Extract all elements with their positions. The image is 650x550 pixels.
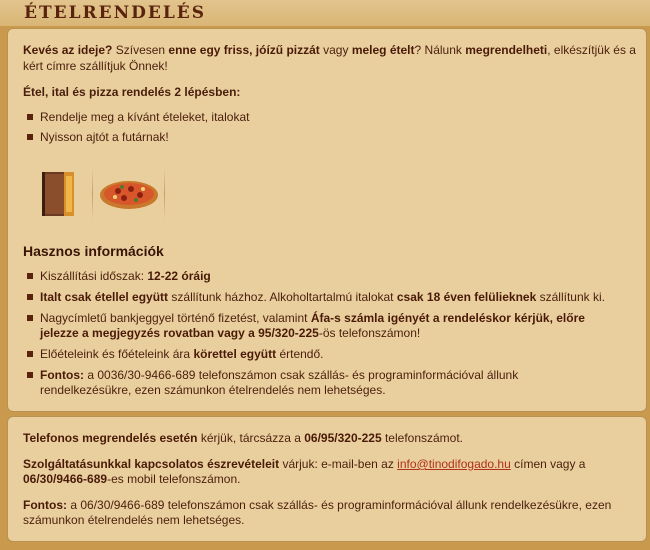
- bullet-icon: [27, 294, 33, 300]
- contact-feedback-line2: 06/30/9466-689-es mobil telefonszámon.: [23, 472, 241, 486]
- menu-book-icon[interactable]: [38, 168, 78, 220]
- pizza-icon[interactable]: [98, 176, 160, 212]
- info-item-important: Fontos: a 0036/30-9466-689 telefonszámon csak szállás- és programinformációval állunk: [40, 368, 519, 382]
- bullet-icon: [27, 351, 33, 357]
- info-item-payment-line2: jelezze a megjegyzés rovatban vagy a 95/320-225-ös telefonszámon!: [40, 326, 421, 340]
- bullet-icon: [27, 315, 33, 321]
- thumb-divider: [164, 168, 165, 220]
- intro-paragraph-line2: kért címre szállítjuk Önnek!: [23, 59, 168, 73]
- step-item-1: Rendelje meg a kívánt ételeket, italokat: [40, 110, 250, 124]
- intro-paragraph: Kevés az ideje? Szívesen enne egy friss, jóízű pizzát vagy meleg ételt? Nálunk megrendelheti, elkészítjük és a: [23, 43, 636, 57]
- step-item-2: Nyisson ajtót a futárnak!: [40, 130, 169, 144]
- bullet-icon: [27, 114, 33, 120]
- steps-title: Étel, ital és pizza rendelés 2 lépésben:: [23, 85, 241, 99]
- thumb-divider: [92, 168, 93, 220]
- contact-important-line2: számunkon ételrendelés nem lehetséges.: [23, 513, 245, 527]
- page-header: [0, 0, 650, 26]
- bullet-icon: [27, 134, 33, 140]
- contact-phone-order: Telefonos megrendelés esetén kérjük, tárcsázza a 06/95/320-225 telefonszámot.: [23, 431, 464, 445]
- page-title: ÉTELRENDELÉS: [24, 3, 207, 23]
- info-item-drinks: Italt csak étellel együtt szállítunk házhoz. Alkoholtartalmú italokat csak 18 éven felülieknek szállítunk ki.: [40, 290, 605, 304]
- bullet-icon: [27, 372, 33, 378]
- info-item-prices: Előételeink és főételeink ára körettel együtt értendő.: [40, 347, 324, 361]
- contact-important: Fontos: a 06/30/9466-689 telefonszámon csak szállás- és programinformációval állunk rendelkezésükre, ezen: [23, 498, 612, 512]
- info-item-payment: Nagycímletű bankjeggyel történő fizetést, valamint Áfa-s számla igényét a rendeléskor kérjük, előre: [40, 311, 585, 325]
- bullet-icon: [27, 273, 33, 279]
- email-link[interactable]: info@tinodifogado.hu: [397, 457, 511, 471]
- useful-info-title: Hasznos információk: [23, 243, 164, 259]
- info-item-delivery-time: Kiszállítási időszak: 12-22 óráig: [40, 269, 211, 283]
- info-item-important-line2: rendelkezésükre, ezen számunkon ételrendelés nem lehetséges.: [40, 383, 386, 397]
- contact-feedback: Szolgáltatásunkkal kapcsolatos észrevételeit várjuk: e-mail-ben az info@tinodifogado.hu címen vagy a: [23, 457, 586, 471]
